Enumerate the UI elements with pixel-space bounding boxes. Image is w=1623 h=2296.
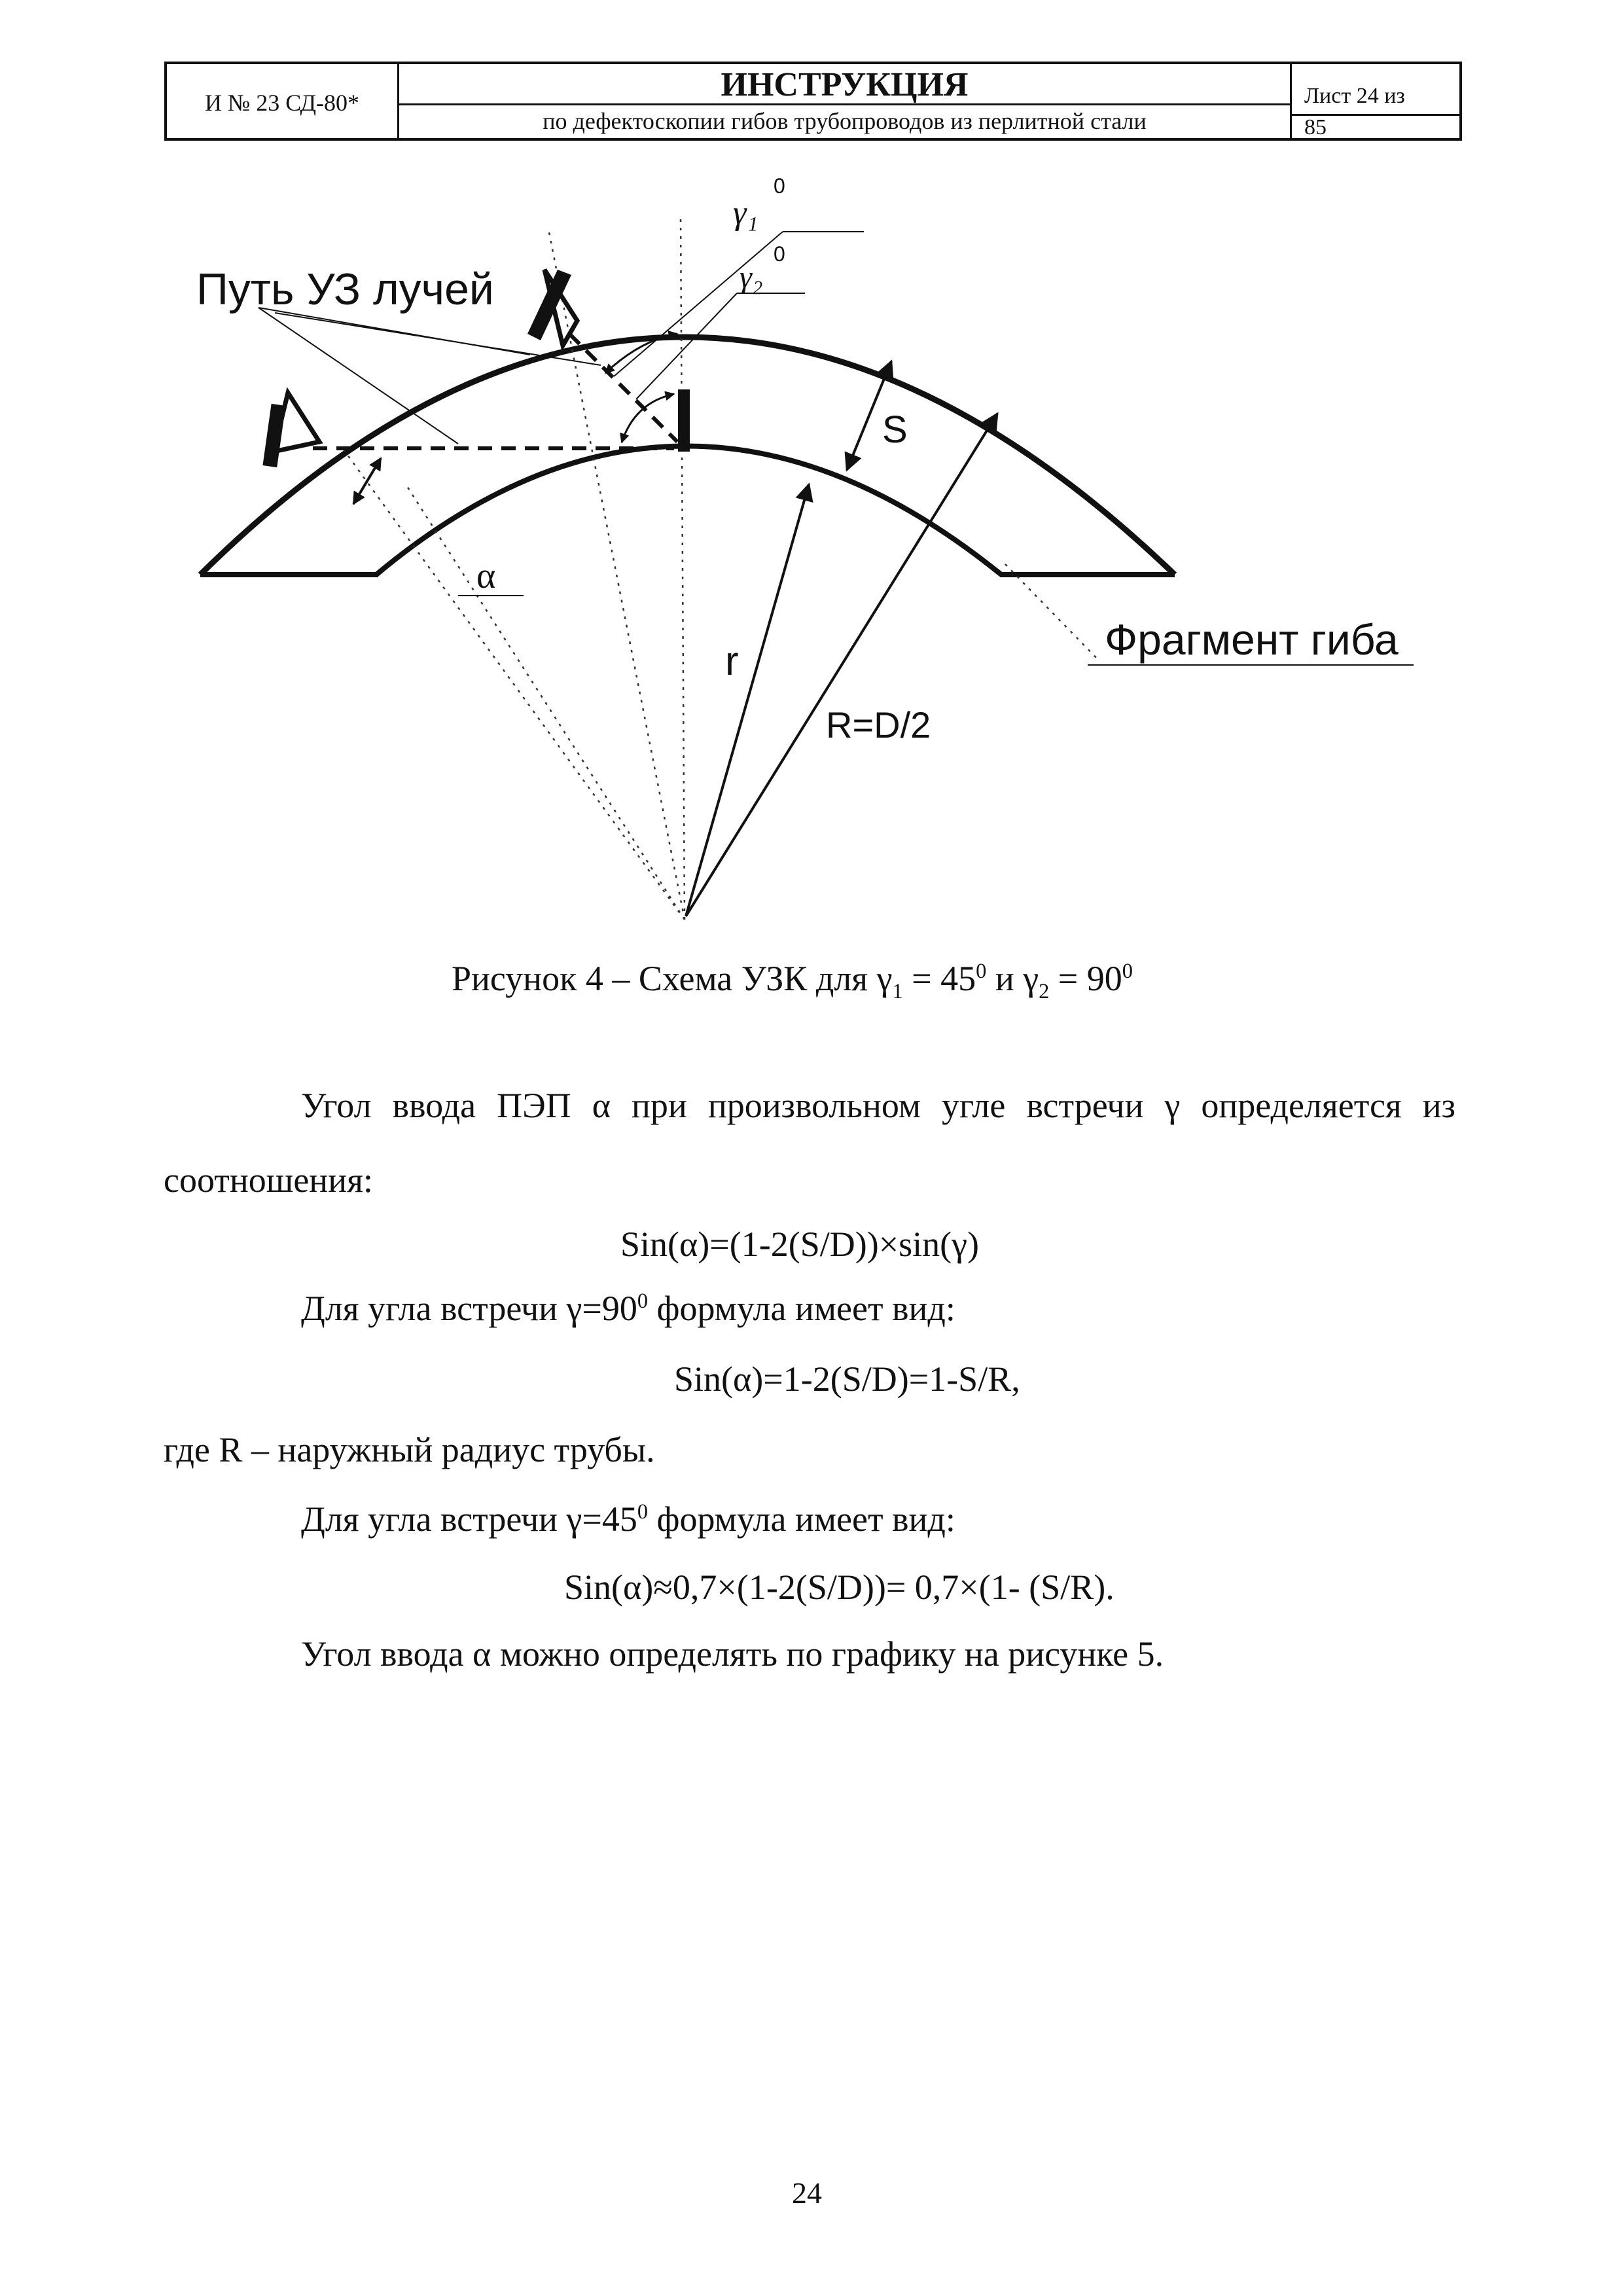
doc-number: И № 23 СД-80* xyxy=(204,90,360,116)
outer-wall xyxy=(200,337,1175,575)
bend-fragment-label: Фрагмент гиба xyxy=(1105,615,1399,664)
bend-ultrasonic-diagram xyxy=(0,0,1623,956)
probe-top-icon xyxy=(527,270,577,346)
sheet-number: Лист 24 из xyxy=(1304,84,1405,108)
reflector-icon xyxy=(678,389,690,452)
outer-radius-label: R=D/2 xyxy=(826,704,931,745)
alpha-label: α xyxy=(476,556,496,596)
page-number: 24 xyxy=(792,2176,822,2210)
formula-gamma-45: Sin(α)≈0,7×(1-2(S/D))= 0,7×(1- (S/R). xyxy=(564,1568,1115,1607)
formula-general: Sin(α)=(1-2(S/D))×sin(γ) xyxy=(620,1225,979,1264)
gamma2-angle-arc xyxy=(622,394,674,442)
paragraph-1-line-2: соотношения: xyxy=(164,1160,373,1200)
paragraph-5: Угол ввода α можно определять по графику на рисунке 5. xyxy=(301,1634,1164,1674)
paragraph-2: Для угла встречи $\gamma=90^0$ формула имеет вид: xyxy=(301,1289,955,1328)
paragraph-3: где R – наружный радиус трубы. xyxy=(164,1430,655,1469)
construction-lines xyxy=(340,216,1099,920)
wall-thickness-label: S xyxy=(882,408,908,451)
alpha-arrow xyxy=(353,458,381,504)
beam-path-45 xyxy=(569,334,677,442)
beam-path-label: Путь УЗ лучей xyxy=(196,264,494,314)
paragraph-1-line-1: Угол ввода ПЭП α при произвольном угле встречи γ определяется из xyxy=(301,1086,1455,1125)
doc-title: ИНСТРУКЦИЯ xyxy=(721,66,969,103)
beam-paths xyxy=(313,334,677,448)
inner-wall xyxy=(376,446,1001,575)
bend-fragment xyxy=(200,337,1175,575)
formula-gamma-90: Sin(α)=1-2(S/D)=1-S/R, xyxy=(674,1359,1020,1399)
doc-subtitle: по дефектоскопии гибов трубопроводов из перлитной стали xyxy=(543,108,1147,134)
probe-left-icon xyxy=(262,393,319,467)
gamma2-label: γ₂ xyxy=(740,260,763,295)
gamma1-label: γ₁ xyxy=(733,194,758,232)
inner-radius-label: r xyxy=(725,639,739,684)
gamma2-degree: 0 xyxy=(774,242,785,266)
inner-radius-arrow xyxy=(686,484,809,916)
figure-caption: Рисунок 4 – Схема УЗК для $\gamma_1 = 45^0$ и $\gamma_2 = 90^0$ xyxy=(452,959,1133,1003)
sheet-total: 85 xyxy=(1304,115,1327,139)
paragraph-4: Для угла встречи $\gamma=45^0$ формула имеет вид: xyxy=(301,1499,955,1539)
gamma1-degree: 0 xyxy=(774,174,785,198)
